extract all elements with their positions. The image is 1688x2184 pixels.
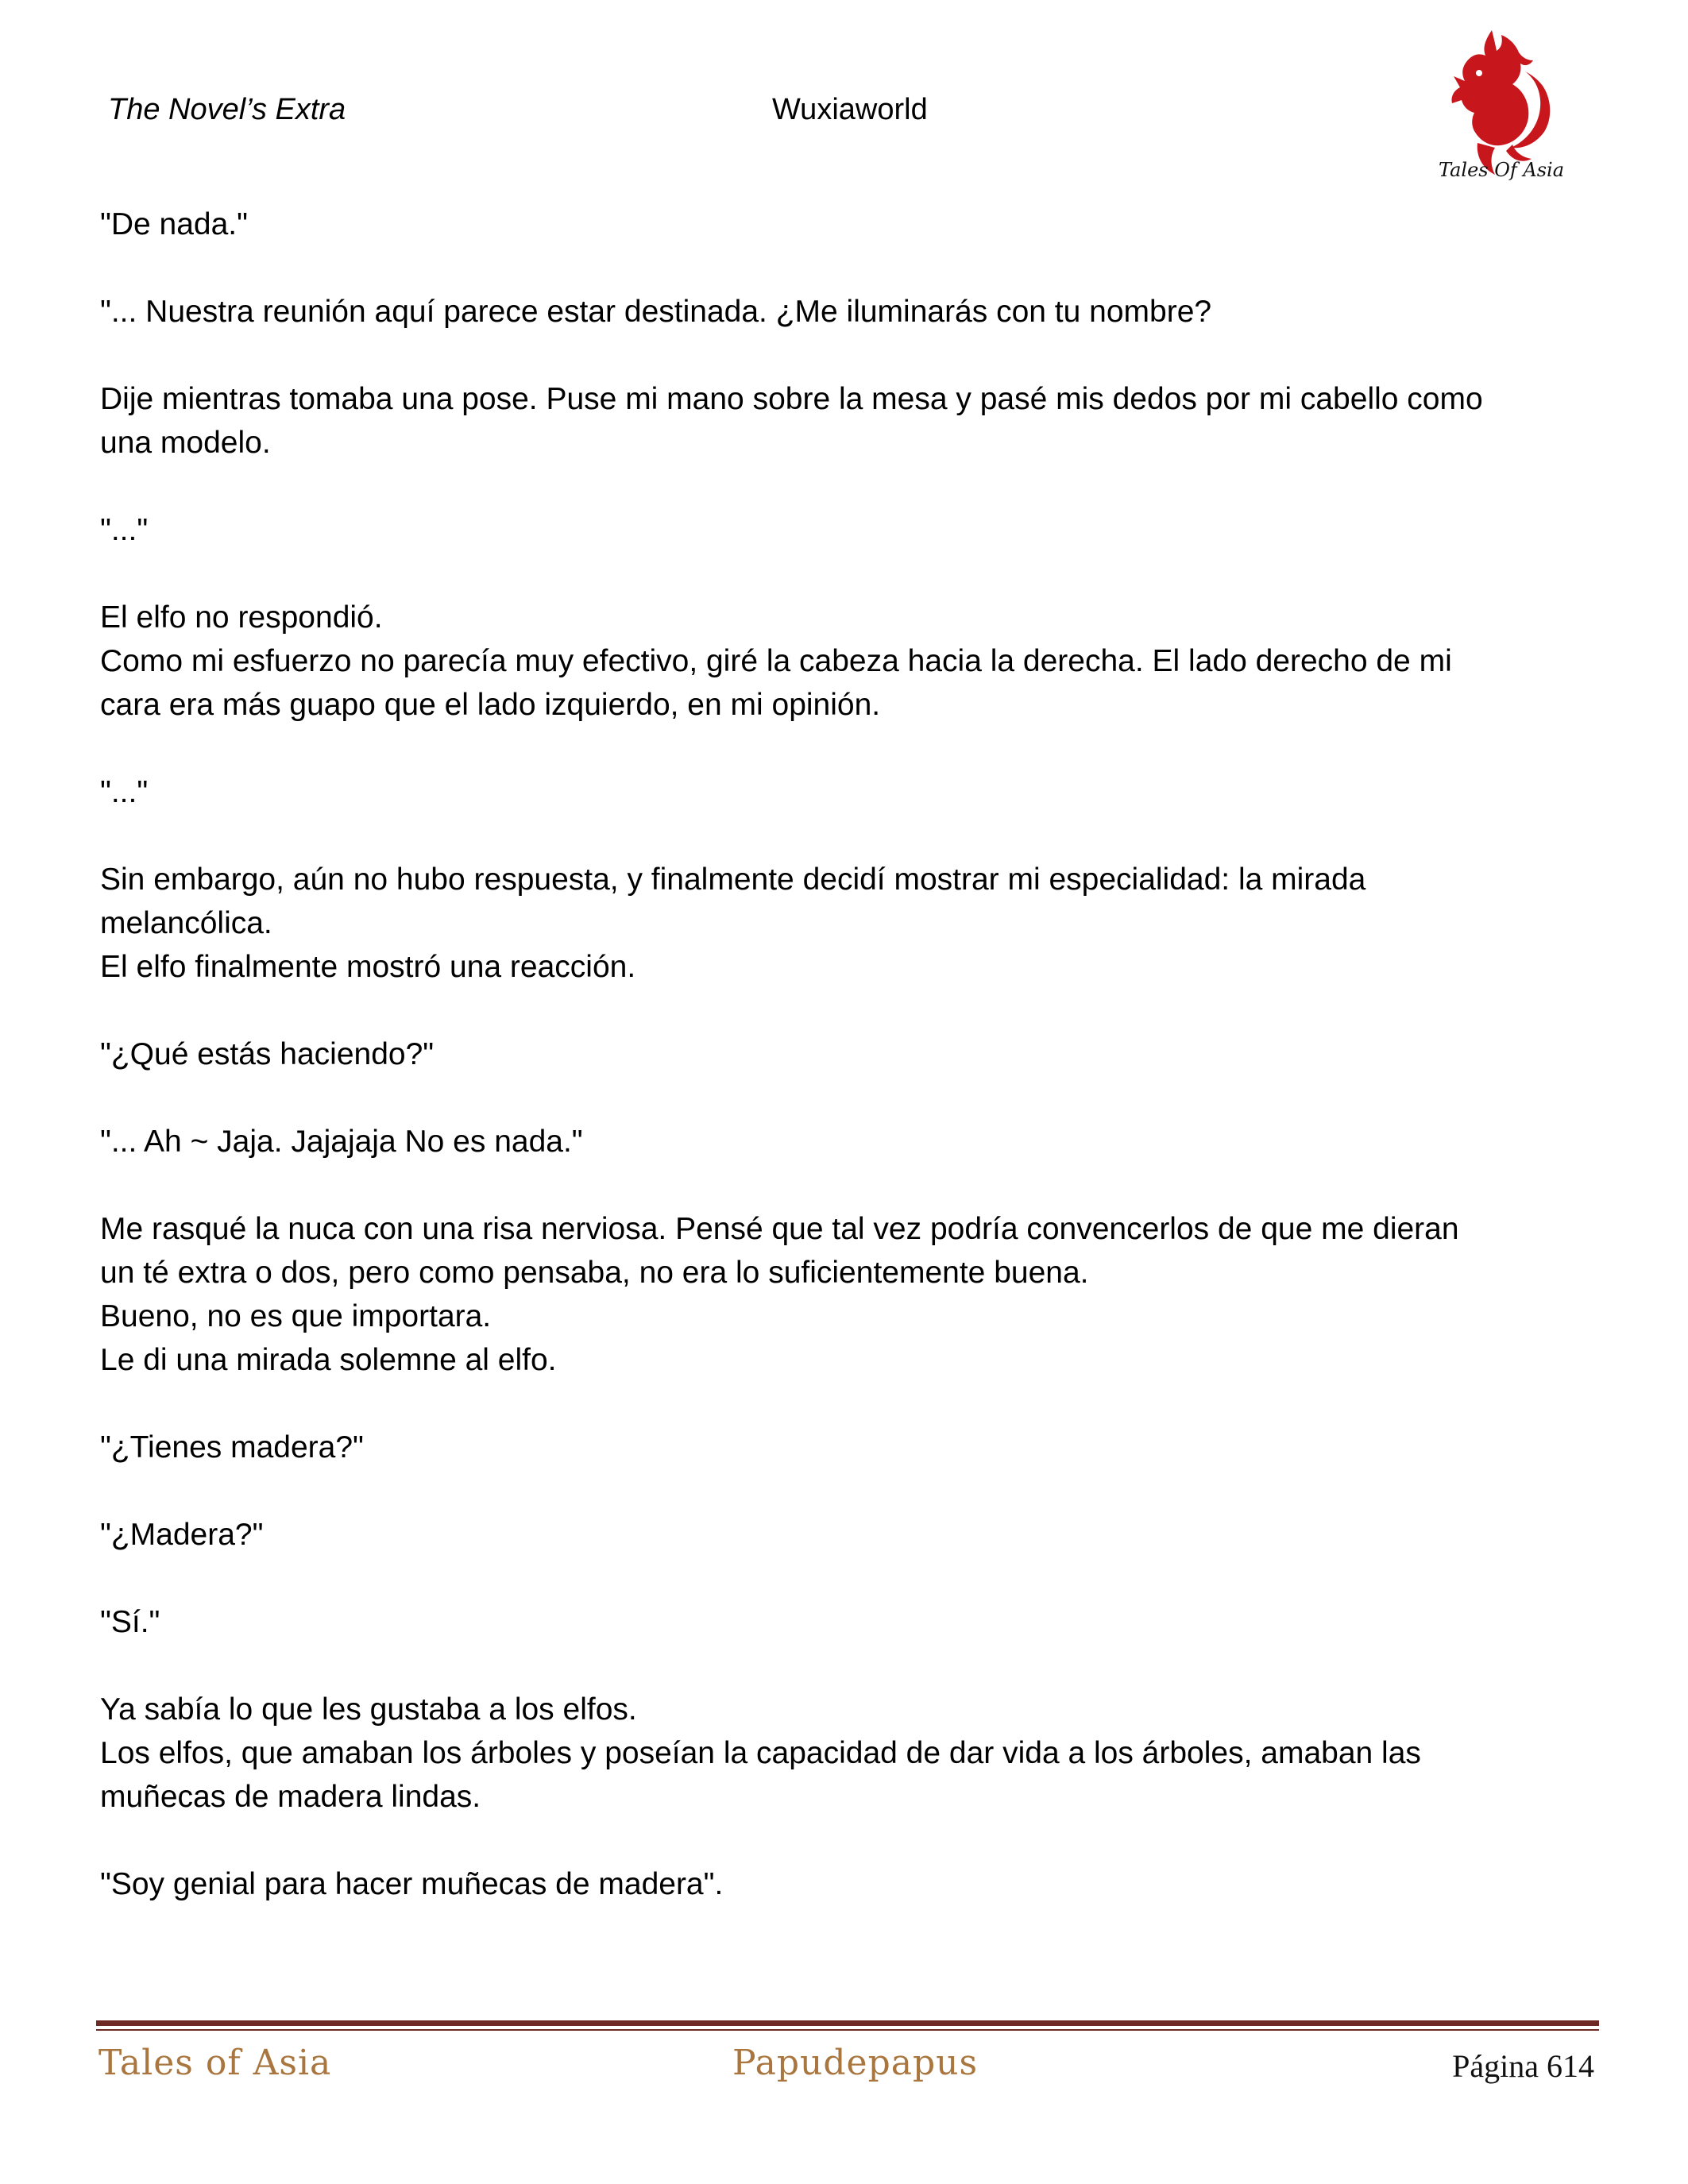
- text-line: Le di una mirada solemne al elfo.: [100, 1343, 557, 1377]
- text-line: Bueno, no es que importara.: [100, 1299, 492, 1333]
- text-line: Ya sabía lo que les gustaba a los elfos.: [100, 1692, 637, 1727]
- text-line: "¿Tienes madera?": [100, 1430, 364, 1464]
- text-line: un té extra o dos, pero como pensaba, no era lo suficientemente buena.: [100, 1256, 1089, 1290]
- paragraph: [100, 770, 1593, 814]
- paragraph: [100, 203, 1593, 246]
- text-line: "¿Madera?": [100, 1518, 264, 1552]
- text-line: "... Ah ~ Jaja. Jajajaja No es nada.": [100, 1125, 583, 1159]
- text-line: Dije mientras tomaba una pose. Puse mi mano sobre la mesa y pasé mis dedos por mi cabello como: [100, 382, 1483, 416]
- logo-text: Tales Of Asia: [1438, 159, 1565, 181]
- text-line: "¿Qué estás haciendo?": [100, 1037, 435, 1071]
- footer-page-number: Página 614: [1452, 2048, 1594, 2084]
- text-line: "...": [100, 513, 149, 547]
- page-header: [0, 0, 1688, 191]
- text-line: muñecas de madera lindas.: [100, 1780, 481, 1814]
- paragraph: [100, 1513, 1593, 1557]
- body-text: [100, 203, 1593, 1950]
- text-line: Como mi esfuerzo no parecía muy efectivo, giré la cabeza hacia la derecha. El lado derecho de mi: [100, 644, 1452, 678]
- header-novel-title: The Novel’s Extra: [108, 93, 346, 126]
- header-source: Wuxiaworld: [772, 93, 928, 126]
- paragraph: [100, 596, 1593, 727]
- text-line: cara era más guapo que el lado izquierdo, en mi opinión.: [100, 688, 881, 722]
- text-line: "Soy genial para hacer muñecas de madera".: [100, 1867, 724, 1901]
- paragraph: [100, 1207, 1593, 1382]
- footer-rule: [96, 2020, 1599, 2026]
- text-line: melancólica.: [100, 906, 272, 940]
- paragraph: [100, 1032, 1593, 1076]
- text-line: Los elfos, que amaban los árboles y poseían la capacidad de dar vida a los árboles, amaban las: [100, 1736, 1421, 1770]
- paragraph: [100, 858, 1593, 989]
- paragraph: [100, 1688, 1593, 1819]
- paragraph: [100, 1426, 1593, 1469]
- paragraph: [100, 1862, 1593, 1906]
- text-line: una modelo.: [100, 426, 271, 460]
- text-line: Sin embargo, aún no hubo respuesta, y finalmente decidí mostrar mi especialidad: la mirada: [100, 862, 1366, 897]
- footer-rule-thin: [96, 2029, 1599, 2031]
- text-line: Me rasqué la nuca con una risa nerviosa. Pensé que tal vez podría convencerlos de que me dieran: [100, 1212, 1459, 1246]
- paragraph: [100, 1120, 1593, 1163]
- footer-translator: Papudepapus: [732, 2043, 979, 2083]
- text-line: "Sí.": [100, 1605, 160, 1639]
- text-line: "De nada.": [100, 207, 248, 241]
- text-line: El elfo finalmente mostró una reacción.: [100, 950, 636, 984]
- paragraph: [100, 508, 1593, 552]
- paragraph: [100, 1600, 1593, 1644]
- text-line: "...": [100, 775, 149, 809]
- text-line: "... Nuestra reunión aquí parece estar destinada. ¿Me iluminarás con tu nombre?: [100, 295, 1212, 329]
- text-line: El elfo no respondió.: [100, 600, 383, 635]
- paragraph: [100, 377, 1593, 465]
- footer-site-name: Tales of Asia: [98, 2043, 332, 2083]
- paragraph: [100, 290, 1593, 334]
